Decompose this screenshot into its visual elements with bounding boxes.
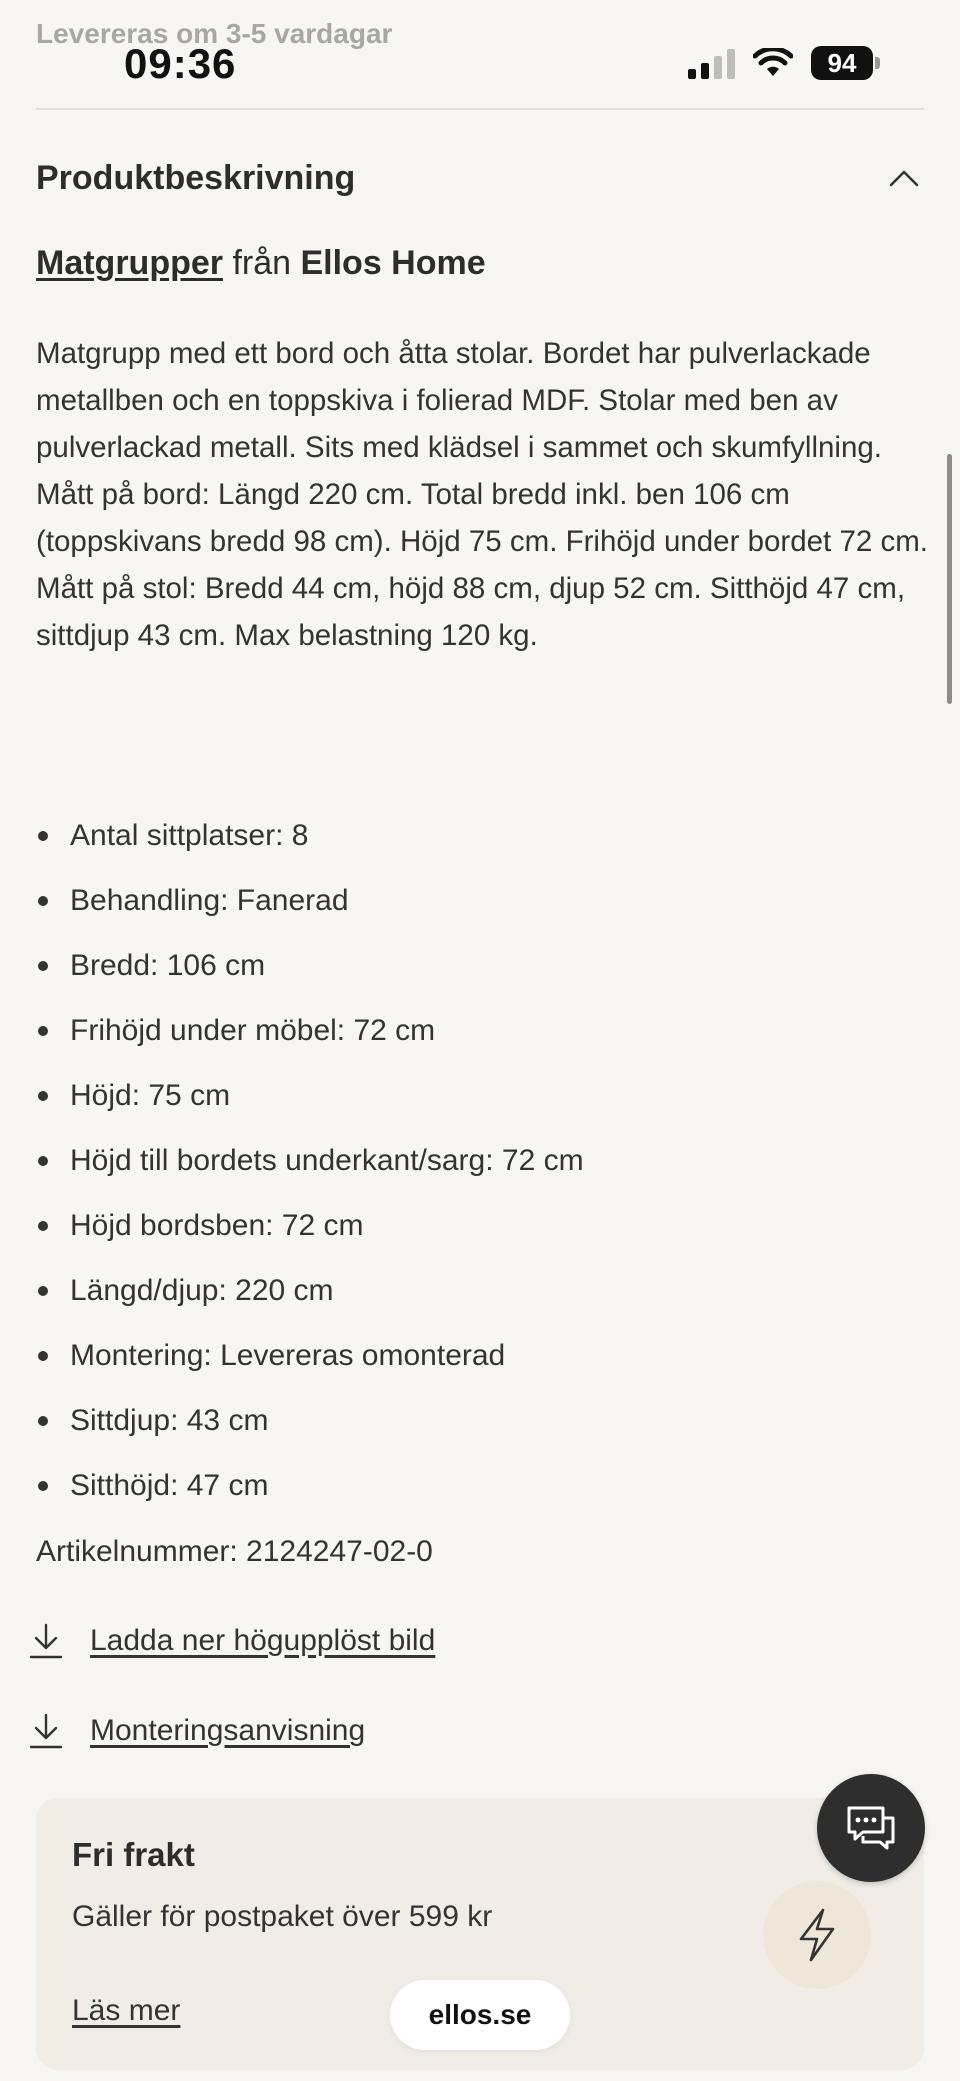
status-bar [0, 0, 960, 108]
flash-button[interactable] [763, 1881, 871, 1989]
card-title: Fri frakt [72, 1836, 195, 1873]
description-paragraph: Mått på stol: Bredd 44 cm, höjd 88 cm, djup 52 cm. Sitthöjd 47 cm, sittdjup 43 cm. Max belastning 120 kg. [36, 572, 906, 652]
status-icons [688, 46, 880, 80]
download-manual-link[interactable] [28, 1712, 365, 1750]
section-title: Produktbeskrivning [36, 158, 356, 197]
browser-url-pill[interactable]: ellos.se [390, 1980, 570, 2050]
article-number: Artikelnummer: 2124247-02-0 [36, 1535, 433, 1568]
download-image-link[interactable] [28, 1622, 435, 1660]
download-manual-label: Monteringsanvisning [90, 1714, 366, 1747]
divider [36, 108, 924, 110]
spec-item: Sitthöjd: 47 cm [36, 1453, 584, 1518]
spec-item: Bredd: 106 cm [36, 933, 584, 998]
spec-item: Montering: Levereras omonterad [36, 1323, 584, 1388]
brand-connector: från [223, 244, 301, 282]
chat-icon [843, 1802, 899, 1854]
chat-button[interactable] [817, 1774, 925, 1882]
product-description [36, 330, 936, 659]
spec-item: Längd/djup: 220 cm [36, 1258, 584, 1323]
wifi-icon [753, 48, 793, 78]
battery-icon [811, 46, 880, 80]
spec-item: Höjd: 75 cm [36, 1063, 584, 1128]
lightning-icon [795, 1907, 839, 1963]
spec-item: Frihöjd under möbel: 72 cm [36, 998, 584, 1063]
description-paragraph: Mått på bord: Längd 220 cm. Total bredd inkl. ben 106 cm (toppskivans bredd 98 cm). Höjd 75 cm. Frihöjd under bordet 72 cm. [36, 478, 928, 558]
description-paragraph: Matgrupp med ett bord och åtta stolar. Bordet har pulverlackade metallben och en toppskiva i folierad MDF. Stolar med ben av pulverlackad metall. Sits med klädsel i sammet och skumfyllning. [36, 337, 882, 464]
battery-level: 94 [811, 46, 873, 80]
spec-item: Höjd till bordets underkant/sarg: 72 cm [36, 1128, 584, 1193]
delivery-info-text: Levereras om 3-5 vardagar [36, 18, 393, 49]
download-image-label: Ladda ner högupplöst bild [90, 1624, 436, 1657]
spec-item: Behandling: Fanerad [36, 868, 584, 933]
cellular-signal-icon [688, 47, 735, 79]
spec-list [36, 803, 584, 1518]
status-time: 09:36 [124, 40, 237, 87]
spec-item: Antal sittplatser: 8 [36, 803, 584, 868]
brand-line [36, 244, 486, 283]
read-more-link[interactable]: Läs mer [72, 1994, 181, 2027]
product-description-header[interactable] [36, 150, 924, 206]
chevron-up-icon[interactable] [884, 158, 924, 198]
download-icon [28, 1622, 64, 1660]
download-icon [28, 1712, 64, 1750]
brand-name[interactable]: Ellos Home [300, 244, 486, 282]
spec-item: Sittdjup: 43 cm [36, 1388, 584, 1453]
scrollbar[interactable] [947, 454, 952, 704]
card-subtitle: Gäller för postpaket över 599 kr [72, 1900, 493, 1933]
category-link[interactable]: Matgrupper [36, 244, 223, 282]
spec-item: Höjd bordsben: 72 cm [36, 1193, 584, 1258]
